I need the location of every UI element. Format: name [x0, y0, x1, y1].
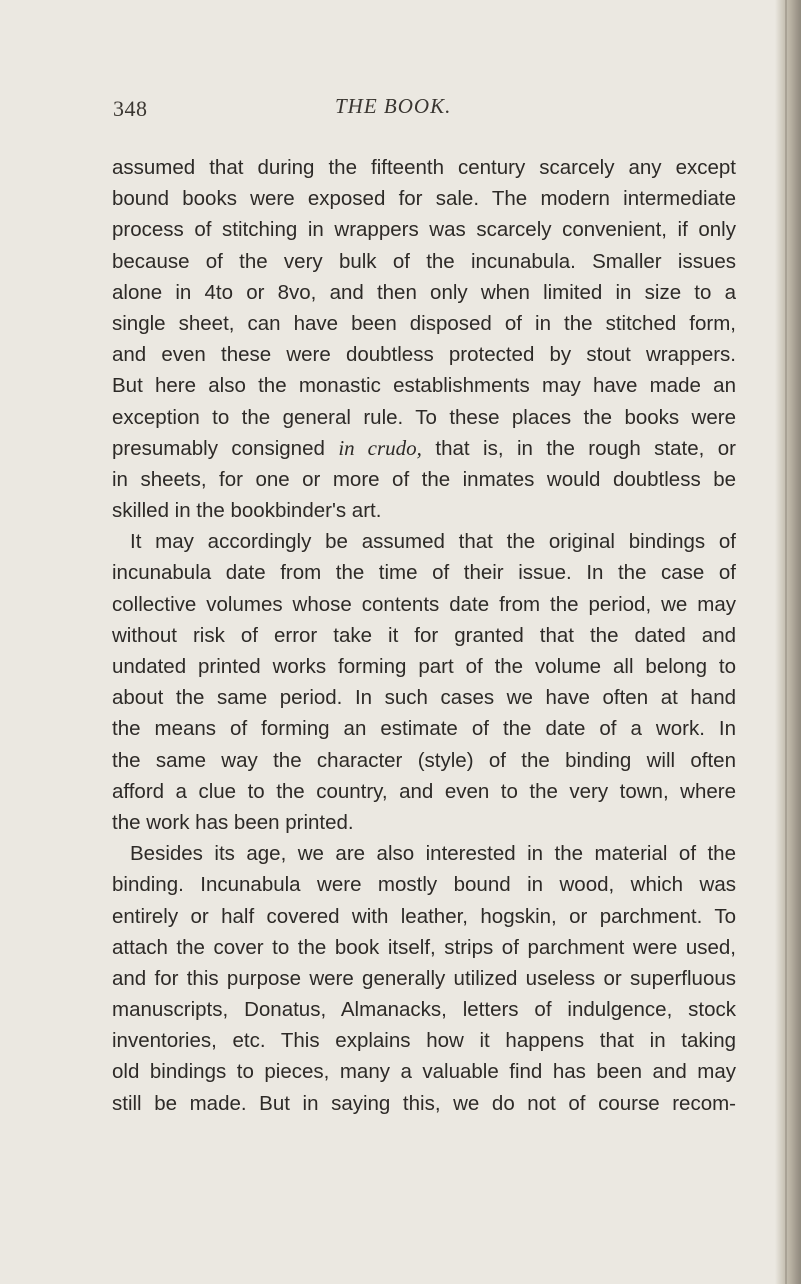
- text-segment: that is, in the rough state, or: [421, 436, 736, 460]
- text-line: without risk of error take it for granted that the dated and: [112, 623, 736, 647]
- text-line: undated printed works forming part of the volume all belong to: [112, 655, 736, 678]
- text-line: attach the cover to the book itself, strips of parchment were used,: [112, 935, 736, 959]
- text-line: old bindings to pieces, many a valuable find has been and may: [112, 1060, 736, 1084]
- text-line: the means of forming an estimate of the date of a work. In: [112, 717, 736, 741]
- running-title: THE BOOK.: [335, 94, 452, 118]
- body-text: [112, 152, 736, 1119]
- text-line: [112, 433, 736, 464]
- text-line: incunabula date from the time of their issue. In the case of: [112, 561, 736, 585]
- text-line: collective volumes whose contents date from the period, we may: [112, 592, 736, 616]
- text-line: still be made. But in saying this, we do not of course recom-: [112, 1091, 736, 1115]
- page-edge-shadow: [775, 0, 801, 1284]
- text-line: skilled in the bookbinder's art.: [112, 499, 382, 523]
- italic-phrase: in crudo,: [338, 435, 422, 460]
- text-line: binding. Incunabula were mostly bound in wood, which was: [112, 873, 736, 897]
- text-line: single sheet, can have been disposed of in the stitched form,: [112, 311, 736, 335]
- text-line: and for this purpose were generally utilized useless or superfluous: [112, 966, 736, 990]
- running-head: [0, 94, 801, 124]
- text-line: alone in 4to or 8vo, and then only when limited in size to a: [112, 280, 736, 304]
- text-line: and even these were doubtless protected by stout wrappers.: [112, 343, 736, 367]
- page-edge-line: [785, 0, 787, 1284]
- text-line: entirely or half covered with leather, hogskin, or parchment. To: [112, 904, 736, 928]
- paragraph-start-line: Besides its age, we are also interested in the material of the: [130, 842, 736, 866]
- text-line: But here also the monastic establishments may have made an: [112, 374, 736, 398]
- text-line: process of stitching in wrappers was scarcely convenient, if only: [112, 218, 736, 242]
- text-line: manuscripts, Donatus, Almanacks, letters of indulgence, stock: [112, 998, 736, 1022]
- text-line: about the same period. In such cases we have often at hand: [112, 686, 736, 710]
- text-line: afford a clue to the country, and even to the very town, where: [112, 779, 736, 803]
- text-line: the work has been printed.: [112, 810, 354, 834]
- text-segment: presumably consigned: [112, 436, 339, 460]
- text-line: exception to the general rule. To these places the books were: [112, 405, 736, 429]
- text-line: the same way the character (style) of the binding will often: [112, 748, 736, 772]
- text-line: assumed that during the fifteenth century scarcely any except: [112, 156, 736, 179]
- text-line: because of the very bulk of the incunabula. Smaller issues: [112, 249, 736, 273]
- text-line: bound books were exposed for sale. The modern intermediate: [112, 187, 736, 211]
- paragraph-start-line: It may accordingly be assumed that the original bindings of: [130, 530, 736, 554]
- text-line: in sheets, for one or more of the inmates would doubtless be: [112, 467, 736, 491]
- page-number: 348: [113, 96, 148, 121]
- text-line: inventories, etc. This explains how it happens that in taking: [112, 1029, 736, 1053]
